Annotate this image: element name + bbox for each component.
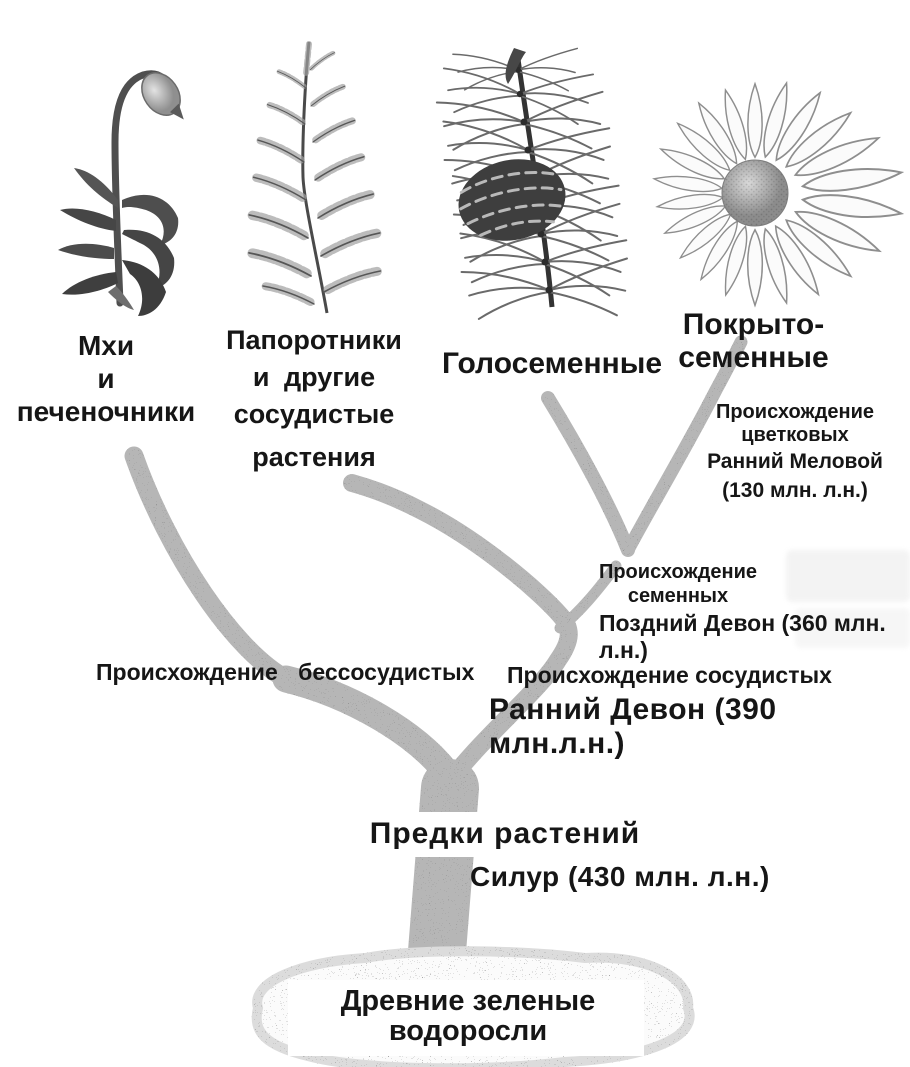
fern-pinnae xyxy=(247,53,381,304)
moss-illustration xyxy=(48,22,243,317)
annotation-period: Ранний Меловой xyxy=(707,450,883,473)
label-line: водоросли xyxy=(388,1015,548,1047)
page-bleedthrough-artifact xyxy=(786,550,910,602)
label-line: Покрыто- xyxy=(682,308,825,341)
label-line: Мхи xyxy=(77,330,135,361)
label-line: Древние зеленые xyxy=(340,985,596,1017)
daisy-flower-illustration xyxy=(643,73,910,335)
annotation-line: семенных xyxy=(627,585,729,607)
annotation-vascular-origin: Происхождение сосудистых xyxy=(507,662,832,688)
fern-illustration xyxy=(228,22,433,320)
label-line: Папоротники xyxy=(226,325,402,355)
label-ancient-green-algae xyxy=(290,986,646,1046)
daisy-center-disc xyxy=(722,160,788,226)
label-line: печеночники xyxy=(16,396,196,427)
annotation-flowering-origin xyxy=(685,401,905,503)
label-line: сосудистые xyxy=(233,399,395,429)
label-line: и xyxy=(97,363,115,394)
annotation-vascular-origin-dating: Ранний Девон (390 млн.л.н.) xyxy=(489,693,777,760)
label-angiosperms xyxy=(666,308,841,374)
label-mosses xyxy=(0,329,212,428)
annotation-line: Происхождение xyxy=(598,561,758,583)
annotation-seed-origin-dating: Поздний Девон (360 млн. л.н.) xyxy=(599,610,886,663)
label-line: и другие xyxy=(252,362,376,392)
annotation-plant-ancestors: Предки растений xyxy=(338,812,672,857)
pine-branch-illustration xyxy=(428,22,648,347)
annotation-line: Происхождение xyxy=(715,401,875,423)
label-line: семенные xyxy=(678,341,829,374)
label-ferns xyxy=(218,322,410,476)
annotation-line: цветковых xyxy=(741,424,849,446)
annotation-age: (130 млн. л.н.) xyxy=(722,479,868,502)
label-line: Голосеменные xyxy=(441,347,663,380)
annotation-plant-ancestors-dating: Силур (430 млн. л.н.) xyxy=(470,861,770,892)
label-gymnosperms xyxy=(437,347,667,381)
label-line: растения xyxy=(252,442,376,472)
annotation-seed-origin xyxy=(578,560,778,608)
annotation-nonvascular-origin: Происхождение бессосудистых xyxy=(96,659,475,685)
